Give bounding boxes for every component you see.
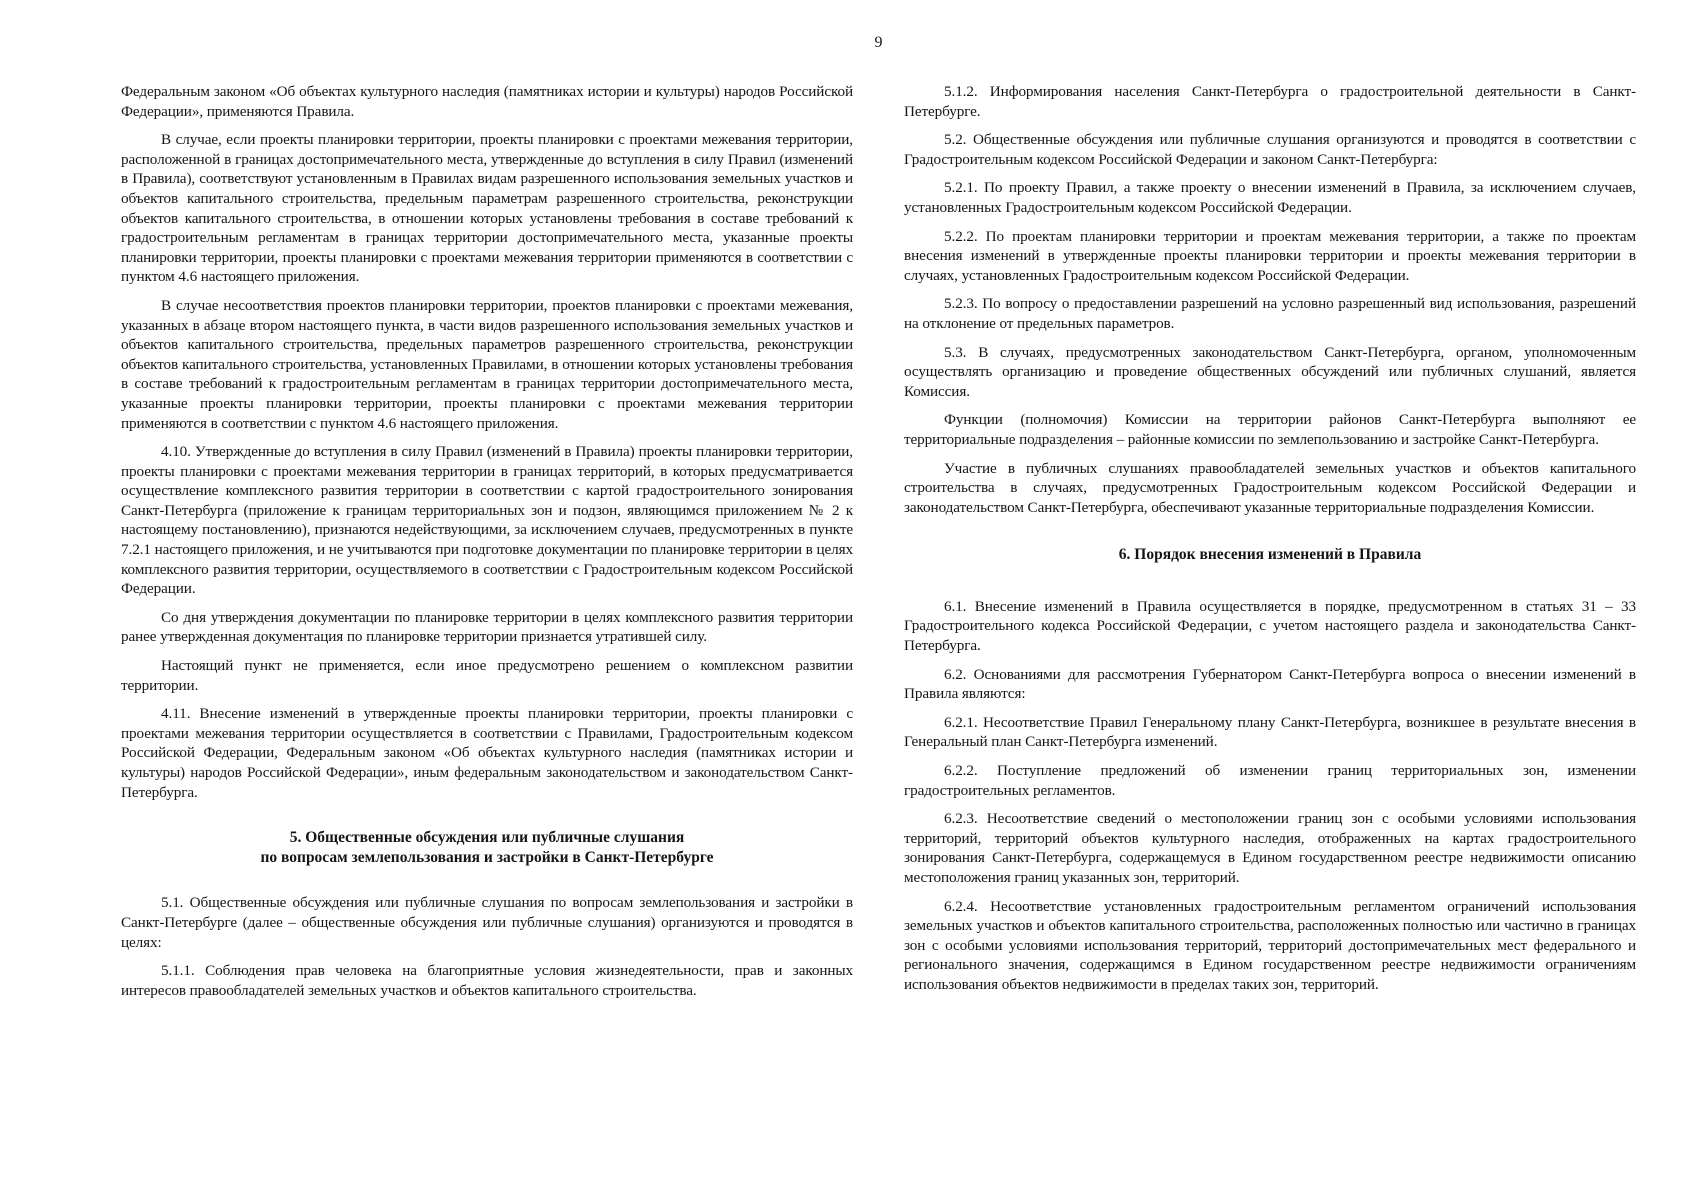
paragraph-6-2-3: 6.2.3. Несоответствие сведений о местоположении границ зон с особыми условиями использования территорий, территорий объектов культурного наследия, отображенных на картах градостроительного зонирования Санкт-Петербурга, содержащемуся в Едином государственном реестре недвижимости описанию местоположения границ указанных зон, территорий.: [904, 810, 1636, 886]
paragraph-5-1: 5.1. Общественные обсуждения или публичные слушания по вопросам землепользования и застройки в Санкт-Петербурге (далее – общественные обсуждения или публичные слушания) организуются и проводятся в целях:: [121, 894, 853, 951]
section-heading-line: 5. Общественные обсуждения или публичные слушания: [289, 829, 685, 847]
paragraph: Со дня утверждения документации по планировке территории в целях комплексного развития территории ранее утвержденная документация по планировке территории признается утратившей силу.: [121, 608, 853, 646]
paragraph-6-1: 6.1. Внесение изменений в Правила осуществляется в порядке, предусмотренном в статьях 31 – 33 Градостроительного кодекса Российской Федерации, с учетом настоящего раздела и законодательства Санкт-Петербурга.: [904, 597, 1636, 655]
paragraph-5-1-1: 5.1.1. Соблюдения прав человека на благоприятные условия жизнедеятельности, прав и законных интересов правообладателей земельных участков и объектов капитального строительства.: [121, 962, 853, 999]
paragraph-5-1-2: 5.1.2. Информирования населения Санкт-Петербурга о градостроительной деятельности в Санкт-Петербурге.: [904, 83, 1636, 120]
paragraph: Функции (полномочия) Комиссии на территории районов Санкт-Петербурга выполняют ее территориальные подразделения – районные комиссии по землепользованию и застройке Санкт-Петербурга.: [904, 411, 1636, 448]
section-heading-line: по вопросам землепользования и застройки в Санкт-Петербурге: [260, 848, 714, 866]
paragraph-6-2-4: 6.2.4. Несоответствие установленных градостроительным регламентом ограничений использования земельных участков и объектов капитального строительства, расположенных полностью или частично в границах зон с особыми условиями использования территорий, территорий достопримечательных мест федерального и регионального значения, содержащимся в Едином государственном реестре недвижимости ограничениям использования объектов недвижимости в пределах таких зон, территорий.: [904, 897, 1636, 993]
paragraph-5-2-2: 5.2.2. По проектам планировки территории и проектам межевания территории, а также по проектам внесения изменений в утвержденные проекты планировки территории и проекты межевания территории в случаях, установленных Градостроительным кодексом Российской Федерации.: [904, 227, 1636, 284]
page-number: 9: [874, 34, 883, 51]
paragraph: Настоящий пункт не применяется, если иное предусмотрено решением о комплексном развитии территории.: [121, 657, 853, 694]
paragraph: В случае, если проекты планировки территории, проекты планировки с проектами межевания территории, расположенной в границах достопримечательного места, утвержденные до вступления в силу Правил (изменений в Правила), соответствуют установленным в Правилах видам разрешенного использования земельных участков и объектов капитального строительства, предельным параметрам разрешенного строительства, реконструкции объектов капитального строительства, в отношении которых установлены требования в составе требований к градостроительным регламентам в границах территории достопримечательного места, указанные проекты планировки территории, проекты планировки с проектами межевания территории применяются в соответствии с пунктом 4.6 настоящего приложения.: [121, 131, 853, 286]
paragraph: В случае несоответствия проектов планировки территории, проектов планировки с проектами межевания, указанных в абзаце втором настоящего пункта, в части видов разрешенного использования земельных участков и объектов капитального строительства, предельных параметров разрешенного строительства, реконструкции объектов капитального строительства, установленных Правилами, в отношении которых установлены требования в составе требований к градостроительным регламентам в границах территории достопримечательного места, указанные проекты планировки территории, проекты планировки с проектами межевания территории применяются в соответствии с пунктом 4.6 настоящего приложения.: [121, 296, 853, 432]
paragraph-5-2-1: 5.2.1. По проекту Правил, а также проекту о внесении изменений в Правила, за исключением случаев, установленных Градостроительным кодексом Российской Федерации.: [904, 179, 1636, 216]
right-column: [904, 82, 1636, 1004]
paragraph-6-2-1: 6.2.1. Несоответствие Правил Генеральному плану Санкт-Петербурга, возникшее в результате внесения в Генеральный план Санкт-Петербурга изменений.: [904, 713, 1636, 751]
left-column: [121, 82, 853, 1009]
section-heading-line: 6. Порядок внесения изменений в Правила: [1118, 546, 1422, 564]
paragraph: Участие в публичных слушаниях правообладателей земельных участков и объектов капитального строительства в случаях, предусмотренных Градостроительным кодексом Российской Федерации и законодательством Санкт-Петербурга, обеспечивают указанные территориальные подразделения Комиссии.: [904, 459, 1636, 516]
section-5-heading: [121, 828, 853, 867]
paragraph-6-2-2: 6.2.2. Поступление предложений об изменении границ территориальных зон, изменении градостроительных регламентов.: [904, 762, 1636, 799]
paragraph-4-10: 4.10. Утвержденные до вступления в силу Правил (изменений в Правила) проекты планировки территории, проекты планировки с проектами межевания территории в границах территорий, в которых предусматривается осуществление комплексного развития территории в соответствии с картой градостроительного зонирования Санкт-Петербурга (приложение к границам территориальных зон и подзон, являющимся приложением № 2 к настоящему постановлению), признаются недействующими, за исключением случаев, предусмотренных в пункте 7.2.1 настоящего приложения, и не учитываются при подготовке документации по планировке территории в целях комплексного развития территории, осуществляемого в соответствии с Градостроительным кодексом Российской Федерации.: [121, 443, 853, 598]
paragraph-5-2-3: 5.2.3. По вопросу о предоставлении разрешений на условно разрешенный вид использования, разрешений на отклонение от предельных параметров.: [904, 295, 1636, 332]
section-6-heading: [904, 545, 1636, 565]
paragraph-5-2: 5.2. Общественные обсуждения или публичные слушания организуются и проводятся в соответствии с Градостроительным кодексом Российской Федерации и законом Санкт-Петербурга:: [904, 131, 1636, 168]
paragraph: Федеральным законом «Об объектах культурного наследия (памятниках истории и культуры) народов Российской Федерации», применяются Правила.: [121, 83, 853, 120]
paragraph-4-11: 4.11. Внесение изменений в утвержденные проекты планировки территории, проекты планировки с проектами межевания территории осуществляется в соответствии с Правилами, Градостроительным кодексом Российской Федерации, Федеральным законом «Об объектах культурного наследия (памятниках истории и культуры) народов Российской Федерации», иным федеральным законодательством и законодательством Санкт-Петербурга.: [121, 705, 853, 801]
paragraph-6-2: 6.2. Основаниями для рассмотрения Губернатором Санкт-Петербурга вопроса о внесении изменений в Правила являются:: [904, 665, 1636, 703]
paragraph-5-3: 5.3. В случаях, предусмотренных законодательством Санкт-Петербурга, органом, уполномоченным осуществлять организацию и проведение общественных обсуждений или публичных слушаний, является Комиссия.: [904, 343, 1636, 400]
